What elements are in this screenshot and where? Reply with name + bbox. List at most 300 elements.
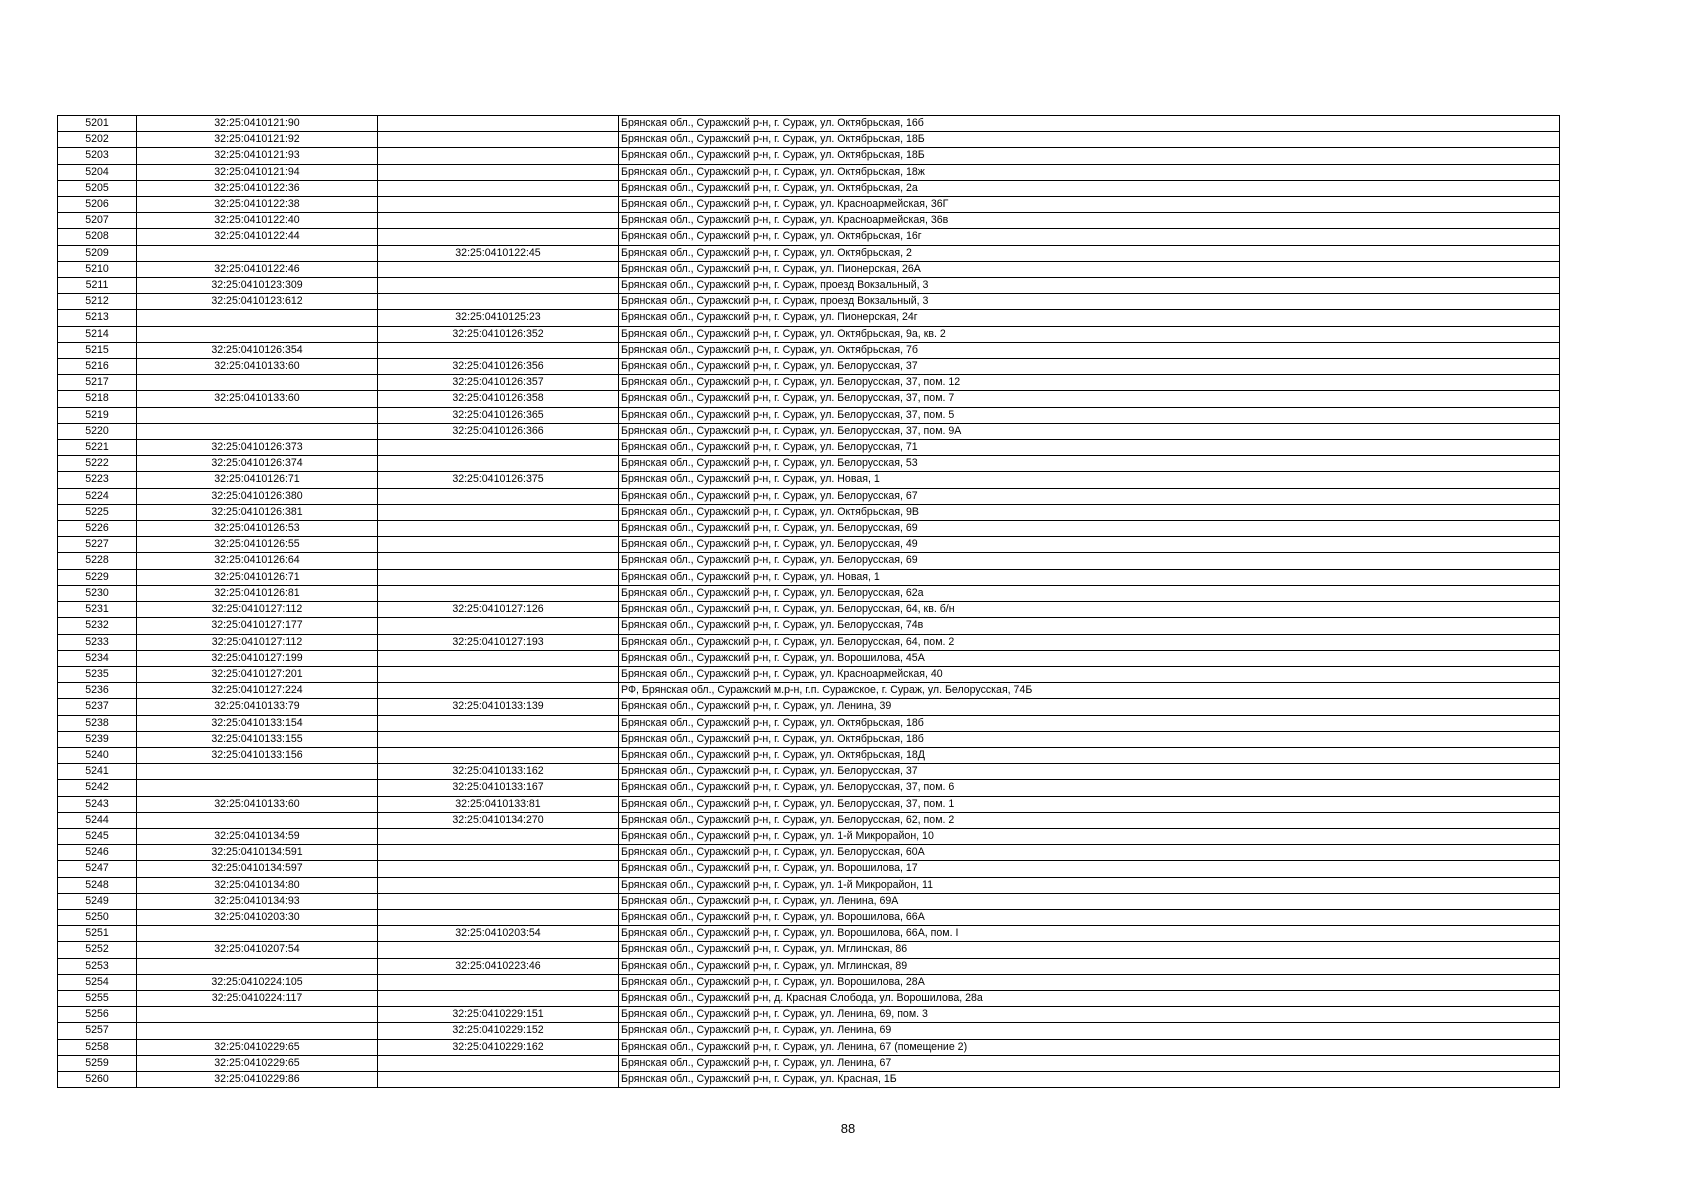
- address-cell: Брянская обл., Суражский р-н, д. Красная Слобода, ул. Ворошилова, 28а: [619, 990, 1560, 1006]
- cadastral-number-cell: 32:25:0410122:46: [137, 261, 378, 277]
- cadastral-number-cell: 32:25:0410133:60: [137, 359, 378, 375]
- linked-cadastral-number-cell: [378, 342, 619, 358]
- table-row: [58, 780, 1560, 796]
- linked-cadastral-number-cell: [378, 861, 619, 877]
- address-cell: Брянская обл., Суражский р-н, г. Сураж, ул. Новая, 1: [619, 569, 1560, 585]
- table-row: [58, 504, 1560, 520]
- linked-cadastral-number-cell: 32:25:0410203:54: [378, 926, 619, 942]
- row-number-cell: 5255: [58, 990, 137, 1006]
- address-cell: Брянская обл., Суражский р-н, г. Сураж, ул. Октябрьская, 18Б: [619, 148, 1560, 164]
- table-row: [58, 715, 1560, 731]
- address-cell: Брянская обл., Суражский р-н, г. Сураж, ул. Белорусская, 71: [619, 440, 1560, 456]
- table-row: [58, 521, 1560, 537]
- table-row: [58, 310, 1560, 326]
- address-cell: Брянская обл., Суражский р-н, г. Сураж, ул. Белорусская, 37: [619, 359, 1560, 375]
- table-row: [58, 245, 1560, 261]
- cadastral-number-cell: 32:25:0410127:112: [137, 602, 378, 618]
- table-row: [58, 342, 1560, 358]
- table-row: [58, 213, 1560, 229]
- table-row: [58, 116, 1560, 132]
- table-row: [58, 359, 1560, 375]
- cadastral-number-cell: [137, 423, 378, 439]
- cadastral-number-cell: 32:25:0410126:380: [137, 488, 378, 504]
- cadastral-number-cell: 32:25:0410123:309: [137, 278, 378, 294]
- table-row: [58, 164, 1560, 180]
- address-cell: Брянская обл., Суражский р-н, г. Сураж, ул. Белорусская, 60А: [619, 845, 1560, 861]
- row-number-cell: 5228: [58, 553, 137, 569]
- cadastral-number-cell: [137, 245, 378, 261]
- address-cell: Брянская обл., Суражский р-н, г. Сураж, ул. Белорусская, 64, пом. 2: [619, 634, 1560, 650]
- linked-cadastral-number-cell: [378, 715, 619, 731]
- registry-table: [57, 115, 1560, 1088]
- table-row: [58, 796, 1560, 812]
- cadastral-number-cell: [137, 1023, 378, 1039]
- address-cell: Брянская обл., Суражский р-н, г. Сураж, ул. Белорусская, 37, пом. 1: [619, 796, 1560, 812]
- table-row: [58, 683, 1560, 699]
- row-number-cell: 5249: [58, 893, 137, 909]
- linked-cadastral-number-cell: [378, 747, 619, 763]
- linked-cadastral-number-cell: [378, 1071, 619, 1087]
- table-row: [58, 472, 1560, 488]
- address-cell: Брянская обл., Суражский р-н, г. Сураж, ул. Октябрьская, 16г: [619, 229, 1560, 245]
- row-number-cell: 5258: [58, 1039, 137, 1055]
- linked-cadastral-number-cell: [378, 278, 619, 294]
- cadastral-number-cell: 32:25:0410127:201: [137, 666, 378, 682]
- linked-cadastral-number-cell: [378, 229, 619, 245]
- address-cell: Брянская обл., Суражский р-н, г. Сураж, ул. Октябрьская, 18ж: [619, 164, 1560, 180]
- cadastral-number-cell: 32:25:0410127:199: [137, 650, 378, 666]
- address-cell: Брянская обл., Суражский р-н, г. Сураж, ул. Ворошилова, 17: [619, 861, 1560, 877]
- row-number-cell: 5250: [58, 909, 137, 925]
- cadastral-number-cell: 32:25:0410229:65: [137, 1055, 378, 1071]
- table-row: [58, 585, 1560, 601]
- table-row: [58, 634, 1560, 650]
- linked-cadastral-number-cell: 32:25:0410125:23: [378, 310, 619, 326]
- cadastral-number-cell: 32:25:0410133:79: [137, 699, 378, 715]
- linked-cadastral-number-cell: 32:25:0410133:81: [378, 796, 619, 812]
- address-cell: Брянская обл., Суражский р-н, г. Сураж, ул. Октябрьская, 16б: [619, 116, 1560, 132]
- address-cell: Брянская обл., Суражский р-н, г. Сураж, ул. Белорусская, 62, пом. 2: [619, 812, 1560, 828]
- address-cell: Брянская обл., Суражский р-н, г. Сураж, ул. Мглинская, 89: [619, 958, 1560, 974]
- linked-cadastral-number-cell: [378, 456, 619, 472]
- linked-cadastral-number-cell: [378, 537, 619, 553]
- table-row: [58, 148, 1560, 164]
- address-cell: Брянская обл., Суражский р-н, г. Сураж, ул. Белорусская, 69: [619, 521, 1560, 537]
- linked-cadastral-number-cell: [378, 504, 619, 520]
- cadastral-number-cell: 32:25:0410133:60: [137, 796, 378, 812]
- page-number: 88: [840, 1121, 856, 1136]
- cadastral-number-cell: 32:25:0410134:93: [137, 893, 378, 909]
- table-row: [58, 440, 1560, 456]
- table-row: [58, 942, 1560, 958]
- address-cell: Брянская обл., Суражский р-н, г. Сураж, ул. Красноармейская, 40: [619, 666, 1560, 682]
- linked-cadastral-number-cell: [378, 261, 619, 277]
- row-number-cell: 5218: [58, 391, 137, 407]
- row-number-cell: 5208: [58, 229, 137, 245]
- address-cell: Брянская обл., Суражский р-н, г. Сураж, ул. Ленина, 69: [619, 1023, 1560, 1039]
- row-number-cell: 5205: [58, 180, 137, 196]
- address-cell: Брянская обл., Суражский р-н, г. Сураж, ул. Ворошилова, 28А: [619, 974, 1560, 990]
- cadastral-number-cell: 32:25:0410126:55: [137, 537, 378, 553]
- address-cell: Брянская обл., Суражский р-н, г. Сураж, ул. Белорусская, 37, пом. 7: [619, 391, 1560, 407]
- address-cell: Брянская обл., Суражский р-н, г. Сураж, ул. Октябрьская, 9а, кв. 2: [619, 326, 1560, 342]
- linked-cadastral-number-cell: [378, 197, 619, 213]
- row-number-cell: 5211: [58, 278, 137, 294]
- address-cell: Брянская обл., Суражский р-н, г. Сураж, ул. Белорусская, 37, пом. 5: [619, 407, 1560, 423]
- linked-cadastral-number-cell: [378, 180, 619, 196]
- address-cell: Брянская обл., Суражский р-н, г. Сураж, ул. Красноармейская, 36Г: [619, 197, 1560, 213]
- address-cell: Брянская обл., Суражский р-н, г. Сураж, ул. Белорусская, 62а: [619, 585, 1560, 601]
- linked-cadastral-number-cell: [378, 164, 619, 180]
- linked-cadastral-number-cell: [378, 974, 619, 990]
- cadastral-number-cell: 32:25:0410126:71: [137, 569, 378, 585]
- table-row: [58, 375, 1560, 391]
- linked-cadastral-number-cell: [378, 440, 619, 456]
- row-number-cell: 5209: [58, 245, 137, 261]
- table-row: [58, 618, 1560, 634]
- table-row: [58, 845, 1560, 861]
- table-row: [58, 666, 1560, 682]
- cadastral-number-cell: 32:25:0410126:354: [137, 342, 378, 358]
- row-number-cell: 5216: [58, 359, 137, 375]
- table-row: [58, 909, 1560, 925]
- linked-cadastral-number-cell: [378, 618, 619, 634]
- address-cell: Брянская обл., Суражский р-н, г. Сураж, ул. Ленина, 39: [619, 699, 1560, 715]
- table-row: [58, 488, 1560, 504]
- linked-cadastral-number-cell: 32:25:0410229:152: [378, 1023, 619, 1039]
- linked-cadastral-number-cell: [378, 845, 619, 861]
- cadastral-number-cell: 32:25:0410127:224: [137, 683, 378, 699]
- row-number-cell: 5224: [58, 488, 137, 504]
- address-cell: Брянская обл., Суражский р-н, г. Сураж, ул. Красная, 1Б: [619, 1071, 1560, 1087]
- linked-cadastral-number-cell: [378, 877, 619, 893]
- linked-cadastral-number-cell: 32:25:0410126:358: [378, 391, 619, 407]
- table-row: [58, 261, 1560, 277]
- table-row: [58, 1055, 1560, 1071]
- row-number-cell: 5252: [58, 942, 137, 958]
- cadastral-number-cell: 32:25:0410126:64: [137, 553, 378, 569]
- address-cell: Брянская обл., Суражский р-н, г. Сураж, ул. Октябрьская, 7б: [619, 342, 1560, 358]
- linked-cadastral-number-cell: 32:25:0410127:193: [378, 634, 619, 650]
- table-row: [58, 699, 1560, 715]
- linked-cadastral-number-cell: [378, 213, 619, 229]
- table-row: [58, 229, 1560, 245]
- address-cell: Брянская обл., Суражский р-н, г. Сураж, ул. Белорусская, 37, пом. 6: [619, 780, 1560, 796]
- table-row: [58, 391, 1560, 407]
- address-cell: Брянская обл., Суражский р-н, г. Сураж, ул. Белорусская, 69: [619, 553, 1560, 569]
- cadastral-number-cell: 32:25:0410133:60: [137, 391, 378, 407]
- linked-cadastral-number-cell: 32:25:0410126:375: [378, 472, 619, 488]
- row-number-cell: 5221: [58, 440, 137, 456]
- cadastral-number-cell: [137, 764, 378, 780]
- address-cell: Брянская обл., Суражский р-н, г. Сураж, ул. Белорусская, 64, кв. б/н: [619, 602, 1560, 618]
- row-number-cell: 5206: [58, 197, 137, 213]
- row-number-cell: 5239: [58, 731, 137, 747]
- linked-cadastral-number-cell: [378, 569, 619, 585]
- linked-cadastral-number-cell: [378, 683, 619, 699]
- linked-cadastral-number-cell: [378, 521, 619, 537]
- linked-cadastral-number-cell: [378, 909, 619, 925]
- row-number-cell: 5227: [58, 537, 137, 553]
- table-row: [58, 278, 1560, 294]
- cadastral-number-cell: 32:25:0410207:54: [137, 942, 378, 958]
- cadastral-number-cell: 32:25:0410126:71: [137, 472, 378, 488]
- linked-cadastral-number-cell: [378, 116, 619, 132]
- row-number-cell: 5259: [58, 1055, 137, 1071]
- row-number-cell: 5233: [58, 634, 137, 650]
- linked-cadastral-number-cell: 32:25:0410126:365: [378, 407, 619, 423]
- address-cell: РФ, Брянская обл., Суражский м.р-н, г.п. Суражское, г. Сураж, ул. Белорусская, 74Б: [619, 683, 1560, 699]
- table-row: [58, 958, 1560, 974]
- cadastral-number-cell: 32:25:0410123:612: [137, 294, 378, 310]
- row-number-cell: 5240: [58, 747, 137, 763]
- row-number-cell: 5254: [58, 974, 137, 990]
- row-number-cell: 5251: [58, 926, 137, 942]
- table-row: [58, 553, 1560, 569]
- cadastral-number-cell: 32:25:0410126:53: [137, 521, 378, 537]
- address-cell: Брянская обл., Суражский р-н, г. Сураж, проезд Вокзальный, 3: [619, 294, 1560, 310]
- table-row: [58, 197, 1560, 213]
- linked-cadastral-number-cell: [378, 828, 619, 844]
- linked-cadastral-number-cell: [378, 294, 619, 310]
- linked-cadastral-number-cell: [378, 731, 619, 747]
- address-cell: Брянская обл., Суражский р-н, г. Сураж, ул. Пионерская, 24г: [619, 310, 1560, 326]
- cadastral-number-cell: [137, 780, 378, 796]
- table-row: [58, 1071, 1560, 1087]
- cadastral-number-cell: [137, 310, 378, 326]
- cadastral-number-cell: 32:25:0410126:374: [137, 456, 378, 472]
- row-number-cell: 5204: [58, 164, 137, 180]
- linked-cadastral-number-cell: [378, 132, 619, 148]
- row-number-cell: 5244: [58, 812, 137, 828]
- row-number-cell: 5235: [58, 666, 137, 682]
- linked-cadastral-number-cell: [378, 553, 619, 569]
- cadastral-number-cell: 32:25:0410122:36: [137, 180, 378, 196]
- cadastral-number-cell: 32:25:0410134:80: [137, 877, 378, 893]
- address-cell: Брянская обл., Суражский р-н, г. Сураж, ул. Мглинская, 86: [619, 942, 1560, 958]
- address-cell: Брянская обл., Суражский р-н, г. Сураж, ул. Белорусская, 67: [619, 488, 1560, 504]
- table-row: [58, 747, 1560, 763]
- cadastral-number-cell: 32:25:0410122:44: [137, 229, 378, 245]
- table-row: [58, 764, 1560, 780]
- row-number-cell: 5213: [58, 310, 137, 326]
- cadastral-number-cell: 32:25:0410133:155: [137, 731, 378, 747]
- linked-cadastral-number-cell: [378, 942, 619, 958]
- table-row: [58, 650, 1560, 666]
- linked-cadastral-number-cell: 32:25:0410126:352: [378, 326, 619, 342]
- address-cell: Брянская обл., Суражский р-н, г. Сураж, ул. Белорусская, 74в: [619, 618, 1560, 634]
- cadastral-number-cell: [137, 958, 378, 974]
- cadastral-number-cell: 32:25:0410127:177: [137, 618, 378, 634]
- linked-cadastral-number-cell: 32:25:0410126:357: [378, 375, 619, 391]
- linked-cadastral-number-cell: [378, 488, 619, 504]
- cadastral-number-cell: 32:25:0410126:381: [137, 504, 378, 520]
- row-number-cell: 5238: [58, 715, 137, 731]
- table-row: [58, 132, 1560, 148]
- table-row: [58, 569, 1560, 585]
- linked-cadastral-number-cell: [378, 650, 619, 666]
- row-number-cell: 5246: [58, 845, 137, 861]
- linked-cadastral-number-cell: [378, 585, 619, 601]
- row-number-cell: 5207: [58, 213, 137, 229]
- row-number-cell: 5223: [58, 472, 137, 488]
- linked-cadastral-number-cell: 32:25:0410229:162: [378, 1039, 619, 1055]
- table-row: [58, 731, 1560, 747]
- cadastral-number-cell: 32:25:0410122:38: [137, 197, 378, 213]
- address-cell: Брянская обл., Суражский р-н, г. Сураж, ул. Новая, 1: [619, 472, 1560, 488]
- table-row: [58, 861, 1560, 877]
- address-cell: Брянская обл., Суражский р-н, г. Сураж, ул. Октябрьская, 2: [619, 245, 1560, 261]
- address-cell: Брянская обл., Суражский р-н, г. Сураж, ул. Белорусская, 37: [619, 764, 1560, 780]
- table-row: [58, 1023, 1560, 1039]
- linked-cadastral-number-cell: 32:25:0410126:366: [378, 423, 619, 439]
- linked-cadastral-number-cell: 32:25:0410133:139: [378, 699, 619, 715]
- address-cell: Брянская обл., Суражский р-н, г. Сураж, ул. 1-й Микрорайон, 11: [619, 877, 1560, 893]
- row-number-cell: 5219: [58, 407, 137, 423]
- cadastral-number-cell: [137, 326, 378, 342]
- row-number-cell: 5241: [58, 764, 137, 780]
- linked-cadastral-number-cell: [378, 990, 619, 1006]
- table-row: [58, 974, 1560, 990]
- cadastral-number-cell: 32:25:0410229:65: [137, 1039, 378, 1055]
- table-row: [58, 326, 1560, 342]
- row-number-cell: 5212: [58, 294, 137, 310]
- linked-cadastral-number-cell: 32:25:0410223:46: [378, 958, 619, 974]
- cadastral-number-cell: [137, 375, 378, 391]
- address-cell: Брянская обл., Суражский р-н, г. Сураж, проезд Вокзальный, 3: [619, 278, 1560, 294]
- cadastral-number-cell: 32:25:0410121:93: [137, 148, 378, 164]
- row-number-cell: 5217: [58, 375, 137, 391]
- row-number-cell: 5257: [58, 1023, 137, 1039]
- row-number-cell: 5230: [58, 585, 137, 601]
- address-cell: Брянская обл., Суражский р-н, г. Сураж, ул. Ворошилова, 66А, пом. I: [619, 926, 1560, 942]
- cadastral-number-cell: 32:25:0410134:597: [137, 861, 378, 877]
- table-row: [58, 1039, 1560, 1055]
- table-row: [58, 180, 1560, 196]
- cadastral-number-cell: 32:25:0410229:86: [137, 1071, 378, 1087]
- row-number-cell: 5214: [58, 326, 137, 342]
- row-number-cell: 5260: [58, 1071, 137, 1087]
- cadastral-number-cell: 32:25:0410126:81: [137, 585, 378, 601]
- address-cell: Брянская обл., Суражский р-н, г. Сураж, ул. Ленина, 69, пом. 3: [619, 1007, 1560, 1023]
- row-number-cell: 5245: [58, 828, 137, 844]
- linked-cadastral-number-cell: [378, 666, 619, 682]
- row-number-cell: 5236: [58, 683, 137, 699]
- cadastral-number-cell: 32:25:0410121:90: [137, 116, 378, 132]
- cadastral-number-cell: 32:25:0410224:117: [137, 990, 378, 1006]
- row-number-cell: 5220: [58, 423, 137, 439]
- table-row: [58, 926, 1560, 942]
- cadastral-number-cell: [137, 926, 378, 942]
- row-number-cell: 5226: [58, 521, 137, 537]
- row-number-cell: 5243: [58, 796, 137, 812]
- cadastral-number-cell: 32:25:0410134:59: [137, 828, 378, 844]
- cadastral-number-cell: [137, 407, 378, 423]
- row-number-cell: 5256: [58, 1007, 137, 1023]
- cadastral-number-cell: 32:25:0410121:92: [137, 132, 378, 148]
- row-number-cell: 5210: [58, 261, 137, 277]
- linked-cadastral-number-cell: 32:25:0410127:126: [378, 602, 619, 618]
- table-row: [58, 456, 1560, 472]
- address-cell: Брянская обл., Суражский р-н, г. Сураж, ул. Октябрьская, 18б: [619, 715, 1560, 731]
- row-number-cell: 5247: [58, 861, 137, 877]
- address-cell: Брянская обл., Суражский р-н, г. Сураж, ул. Ворошилова, 45А: [619, 650, 1560, 666]
- table-row: [58, 812, 1560, 828]
- row-number-cell: 5242: [58, 780, 137, 796]
- row-number-cell: 5215: [58, 342, 137, 358]
- table-row: [58, 407, 1560, 423]
- row-number-cell: 5253: [58, 958, 137, 974]
- table-row: [58, 893, 1560, 909]
- address-cell: Брянская обл., Суражский р-н, г. Сураж, ул. Ворошилова, 66А: [619, 909, 1560, 925]
- linked-cadastral-number-cell: 32:25:0410229:151: [378, 1007, 619, 1023]
- address-cell: Брянская обл., Суражский р-н, г. Сураж, ул. Октябрьская, 18б: [619, 731, 1560, 747]
- linked-cadastral-number-cell: 32:25:0410134:270: [378, 812, 619, 828]
- row-number-cell: 5248: [58, 877, 137, 893]
- cadastral-number-cell: 32:25:0410203:30: [137, 909, 378, 925]
- address-cell: Брянская обл., Суражский р-н, г. Сураж, ул. Пионерская, 26А: [619, 261, 1560, 277]
- cadastral-number-cell: 32:25:0410122:40: [137, 213, 378, 229]
- address-cell: Брянская обл., Суражский р-н, г. Сураж, ул. Белорусская, 37, пом. 12: [619, 375, 1560, 391]
- row-number-cell: 5229: [58, 569, 137, 585]
- address-cell: Брянская обл., Суражский р-н, г. Сураж, ул. Белорусская, 37, пом. 9А: [619, 423, 1560, 439]
- row-number-cell: 5232: [58, 618, 137, 634]
- linked-cadastral-number-cell: [378, 1055, 619, 1071]
- address-cell: Брянская обл., Суражский р-н, г. Сураж, ул. Октябрьская, 9В: [619, 504, 1560, 520]
- table-row: [58, 828, 1560, 844]
- address-cell: Брянская обл., Суражский р-н, г. Сураж, ул. Белорусская, 53: [619, 456, 1560, 472]
- address-cell: Брянская обл., Суражский р-н, г. Сураж, ул. Октябрьская, 18Б: [619, 132, 1560, 148]
- cadastral-number-cell: 32:25:0410127:112: [137, 634, 378, 650]
- address-cell: Брянская обл., Суражский р-н, г. Сураж, ул. Ленина, 69А: [619, 893, 1560, 909]
- cadastral-number-cell: [137, 1007, 378, 1023]
- address-cell: Брянская обл., Суражский р-н, г. Сураж, ул. Ленина, 67: [619, 1055, 1560, 1071]
- row-number-cell: 5234: [58, 650, 137, 666]
- table-row: [58, 602, 1560, 618]
- row-number-cell: 5231: [58, 602, 137, 618]
- cadastral-number-cell: 32:25:0410134:591: [137, 845, 378, 861]
- table-row: [58, 1007, 1560, 1023]
- address-cell: Брянская обл., Суражский р-н, г. Сураж, ул. Белорусская, 49: [619, 537, 1560, 553]
- table-row: [58, 423, 1560, 439]
- cadastral-number-cell: 32:25:0410133:154: [137, 715, 378, 731]
- row-number-cell: 5237: [58, 699, 137, 715]
- linked-cadastral-number-cell: [378, 893, 619, 909]
- row-number-cell: 5203: [58, 148, 137, 164]
- row-number-cell: 5225: [58, 504, 137, 520]
- address-cell: Брянская обл., Суражский р-н, г. Сураж, ул. Октябрьская, 18Д: [619, 747, 1560, 763]
- registry-table-body: [58, 116, 1560, 1088]
- linked-cadastral-number-cell: 32:25:0410133:167: [378, 780, 619, 796]
- cadastral-number-cell: [137, 812, 378, 828]
- address-cell: Брянская обл., Суражский р-н, г. Сураж, ул. 1-й Микрорайон, 10: [619, 828, 1560, 844]
- linked-cadastral-number-cell: 32:25:0410133:162: [378, 764, 619, 780]
- cadastral-number-cell: 32:25:0410133:156: [137, 747, 378, 763]
- table-row: [58, 537, 1560, 553]
- row-number-cell: 5222: [58, 456, 137, 472]
- cadastral-number-cell: 32:25:0410224:105: [137, 974, 378, 990]
- row-number-cell: 5201: [58, 116, 137, 132]
- linked-cadastral-number-cell: 32:25:0410122:45: [378, 245, 619, 261]
- address-cell: Брянская обл., Суражский р-н, г. Сураж, ул. Ленина, 67 (помещение 2): [619, 1039, 1560, 1055]
- table-row: [58, 990, 1560, 1006]
- linked-cadastral-number-cell: [378, 148, 619, 164]
- linked-cadastral-number-cell: 32:25:0410126:356: [378, 359, 619, 375]
- table-row: [58, 294, 1560, 310]
- row-number-cell: 5202: [58, 132, 137, 148]
- table-row: [58, 877, 1560, 893]
- cadastral-number-cell: 32:25:0410121:94: [137, 164, 378, 180]
